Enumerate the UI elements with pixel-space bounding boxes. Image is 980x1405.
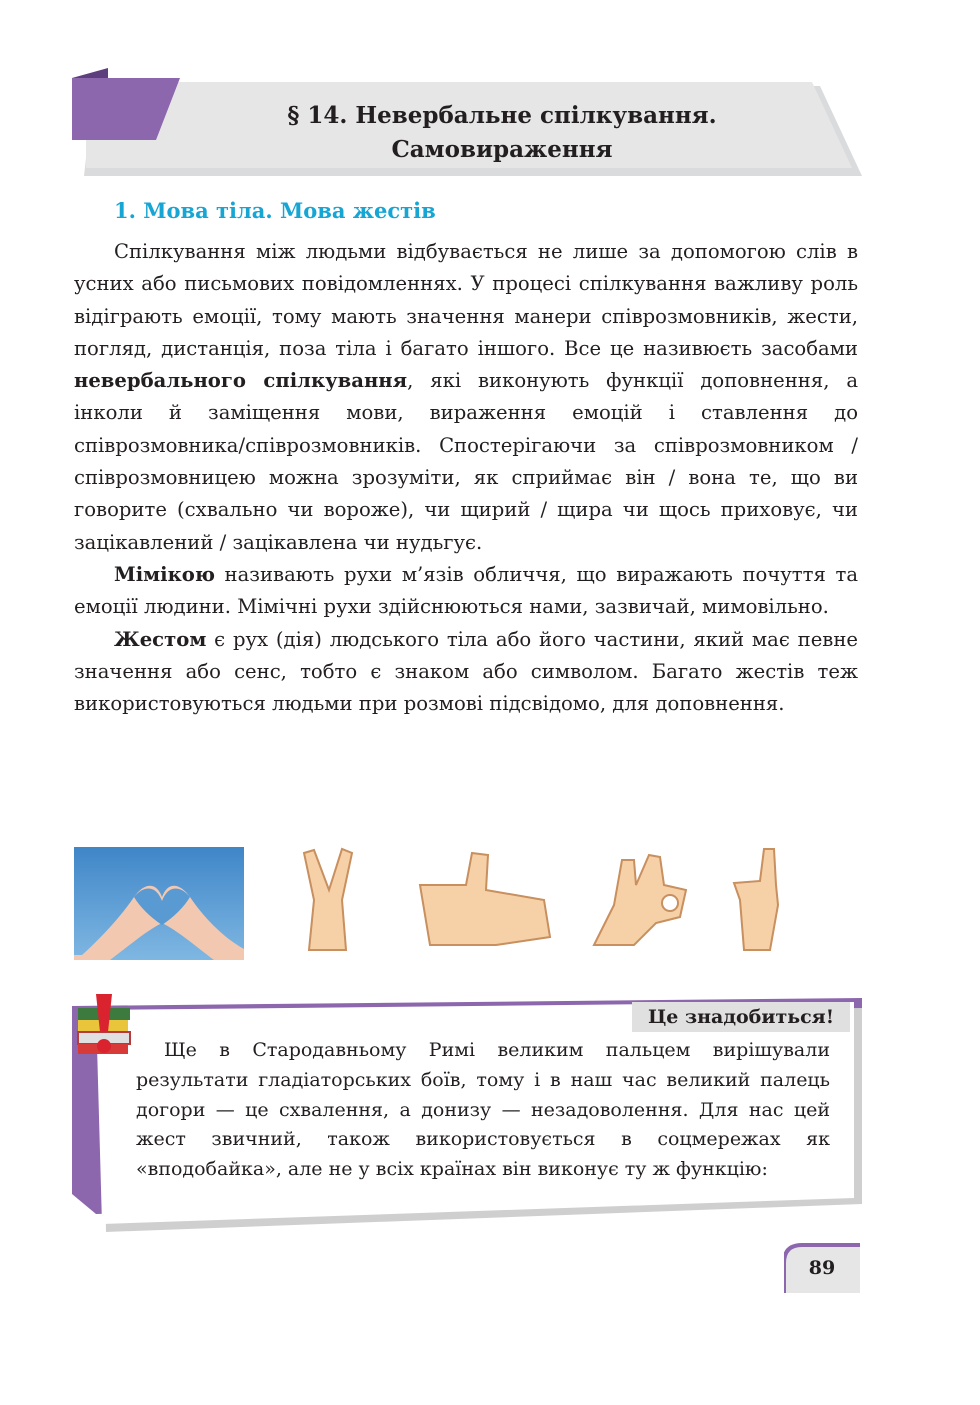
thumbs-up-icon (420, 853, 550, 945)
paragraph-2: Мімікою називають рухи м’язів обличчя, що виражають почуття та емоції людини. Мімічні рухи здійснюються нами, зазвичай, мимовільно. (74, 562, 858, 619)
paragraph-1: Спілкування між людьми відбувається не лише за допомогою слів в усних або письмових повідомленнях. У процесі спілкування важливу роль відіграють емоції, тому мають значення манери співрозмовників, жести, погляд, дистанція, поза тіла і багато іншого. Все це називюєть засобами невербального спілкування, які виконують функції доповнення, а інколи й заміщення мови, вираження емоцій і ставлення до співрозмовника/співрозмовників. Спостерігаючи за співрозмовником / співрозмовницею можна зрозуміти, як сприймає він / вона те, що ви говорите (схвально чи вороже), чи щирий / щира чи щось приховує, чи зацікавлений / зацікавлена чи нудьгує. (74, 240, 859, 554)
info-box (72, 994, 862, 1234)
page-number: 89 (808, 1257, 836, 1279)
page-title (262, 99, 742, 167)
term-nonverbal: невербального спілкування (74, 369, 408, 393)
heart-hands-photo (74, 847, 244, 960)
gesture-illustrations (74, 845, 858, 970)
info-box-title: Це знадобиться! (632, 1002, 850, 1032)
info-box-text: Ще в Стародавньому Римі великим пальцем вирішували результати гладіаторських боїв, тому і в наш час великий палець догори — це схвалення, а донизу — незадоволення. Для нас цей жест звичний, також використовується в соцмережах як «вподобайка», але не у всіх країнах він виконує ту ж функцію: (136, 1039, 830, 1181)
page-number-badge (784, 1243, 860, 1293)
term-mimicry: Мімікою (114, 562, 215, 586)
ok-hand-icon (594, 855, 686, 945)
victory-hand-icon (304, 849, 352, 950)
pointing-finger-icon (734, 849, 778, 950)
books-exclamation-icon (78, 994, 130, 1054)
page-title-line-2: Самовираження (391, 136, 613, 163)
chapter-header (72, 68, 862, 188)
paragraph-3: Жестом є рух (дія) людського тіла або його частини, який має певне значення або сенс, тобто є знаком або символом. Багато жестів теж використовуються людьми при розмові підсвідомо, для доповнення. (74, 627, 858, 716)
body-text (74, 236, 858, 720)
section-heading: 1. Мова тіла. Мова жестів (114, 198, 436, 223)
term-gesture: Жестом (114, 627, 207, 651)
page-title-line-1: § 14. Невербальне спілкування. (287, 102, 717, 129)
gesture-images-graphic (74, 845, 858, 970)
